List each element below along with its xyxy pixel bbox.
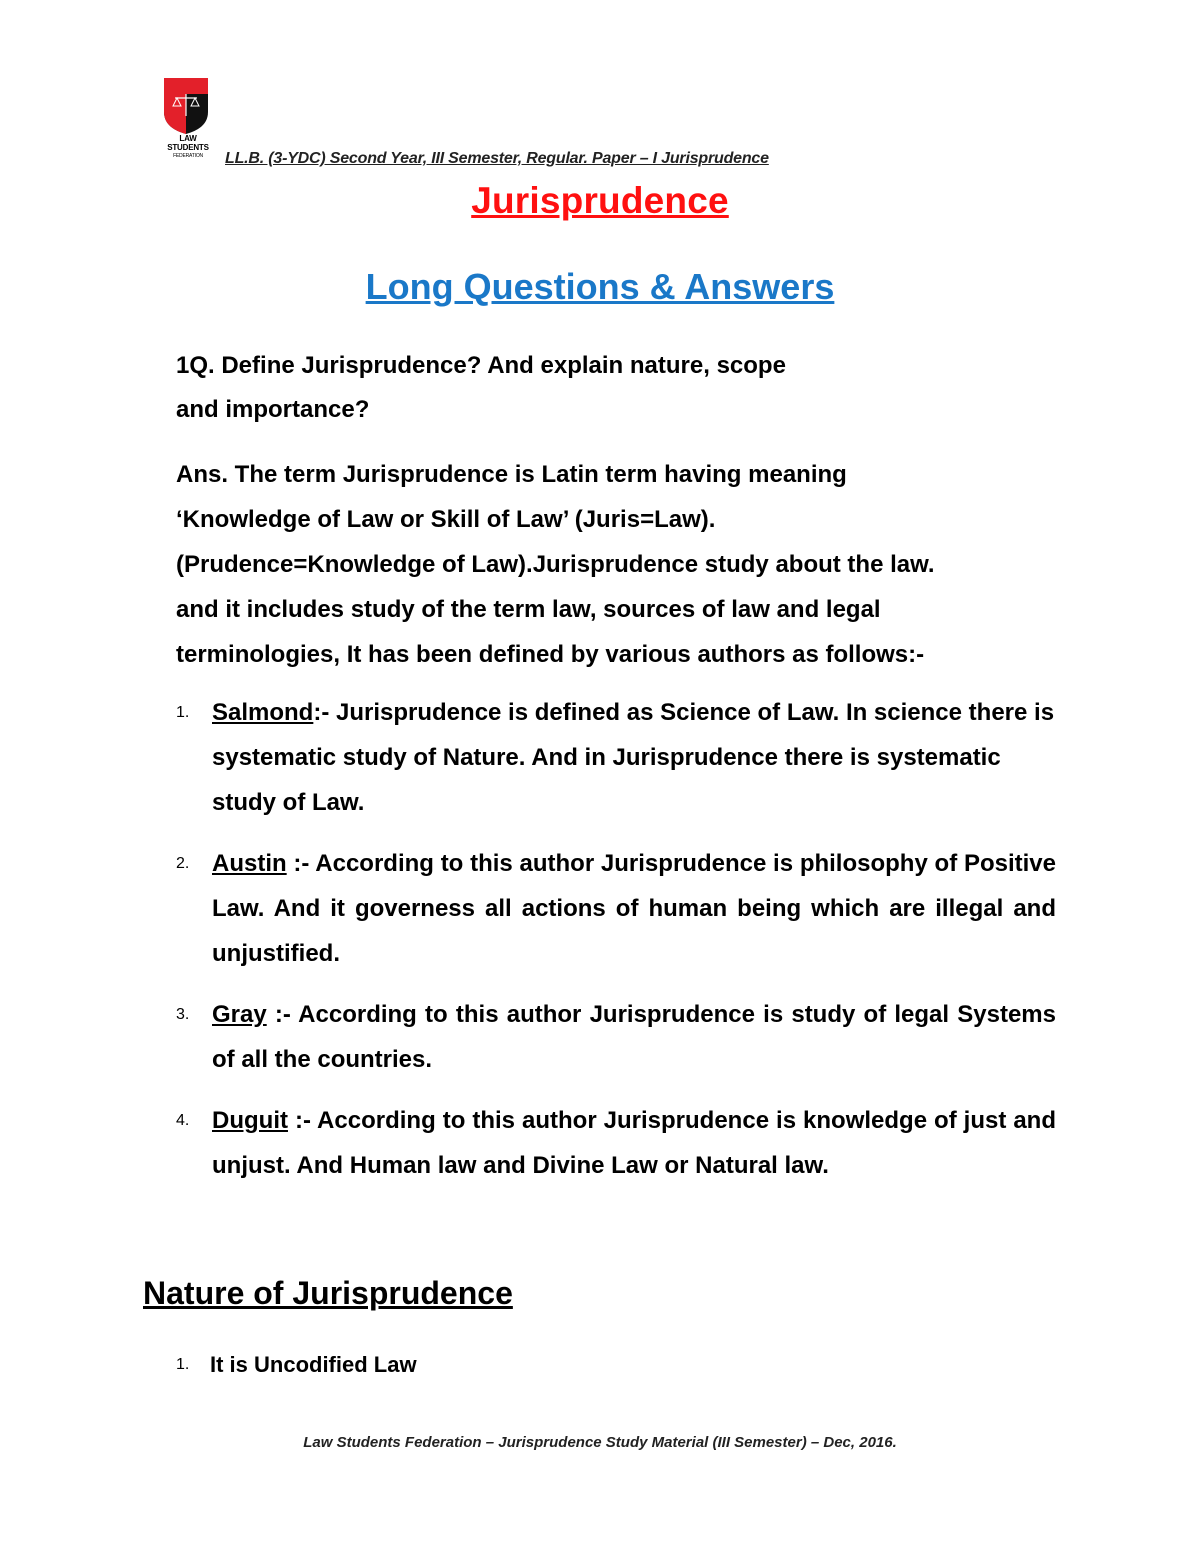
definition-item (176, 841, 1056, 976)
answer-line-5: terminologies, It has been defined by various authors as follows:- (176, 641, 925, 668)
definitions-list (176, 690, 1056, 1188)
definition-item (176, 992, 1056, 1082)
author-name: Salmond (212, 699, 314, 726)
author-name: Gray (212, 1001, 267, 1028)
definition-text: :- According to this author Jurisprudence is study of legal Systems of all the countries. (212, 1001, 1056, 1073)
page-footer: Law Students Federation – Jurisprudence Study Material (III Semester) – Dec, 2016. (303, 1434, 897, 1451)
shield-logo-icon (158, 76, 214, 136)
definition-item (176, 690, 1056, 825)
answer-line-2: ‘Knowledge of Law or Skill of Law’ (Juris=Law). (176, 506, 716, 533)
logo-text (158, 134, 218, 161)
course-header: LL.B. (3-YDC) Second Year, III Semester, Regular. Paper – I Jurisprudence (225, 150, 769, 167)
nature-list (176, 1345, 417, 1385)
answer-line-3: (Prudence=Knowledge of Law).Jurisprudence study about the law. (176, 551, 935, 578)
definition-text: :- Jurisprudence is defined as Science of Law. In science there is systematic study of Nature. And in Jurisprudence there is systematic study of Law. (212, 699, 1055, 816)
document-title: Jurisprudence (471, 180, 729, 221)
nature-heading: Nature of Jurisprudence (143, 1275, 513, 1311)
logo-text-line1: LAW STUDENTS (167, 134, 209, 152)
definition-text: :- According to this author Jurisprudence is philosophy of Positive Law. And it governess all actions of human being which are illegal and unjustified. (212, 850, 1056, 967)
answer-line-1: Ans. The term Jurisprudence is Latin term having meaning (176, 461, 847, 488)
logo-text-line2: FEDERATION (173, 153, 203, 159)
list-number: 1. (176, 1356, 190, 1373)
list-number: 4. (176, 1112, 190, 1129)
list-number: 2. (176, 855, 190, 872)
list-number: 1. (176, 704, 190, 721)
answer-line-4: and it includes study of the term law, sources of law and legal (176, 596, 881, 623)
question-1 (176, 344, 936, 432)
nature-item-text: It is Uncodified Law (210, 1352, 417, 1377)
author-name: Duguit (212, 1107, 288, 1134)
nature-item (176, 1345, 417, 1385)
question-line-2: and importance? (176, 396, 370, 423)
question-line-1: 1Q. Define Jurisprudence? And explain nature, scope (176, 352, 786, 379)
list-number: 3. (176, 1006, 190, 1023)
document-subtitle: Long Questions & Answers (365, 266, 835, 307)
answer-paragraph (176, 452, 1056, 677)
definition-text: :- According to this author Jurisprudence is knowledge of just and unjust. And Human law and Divine Law or Natural law. (212, 1107, 1056, 1179)
definition-item (176, 1098, 1056, 1188)
author-name: Austin (212, 850, 287, 877)
